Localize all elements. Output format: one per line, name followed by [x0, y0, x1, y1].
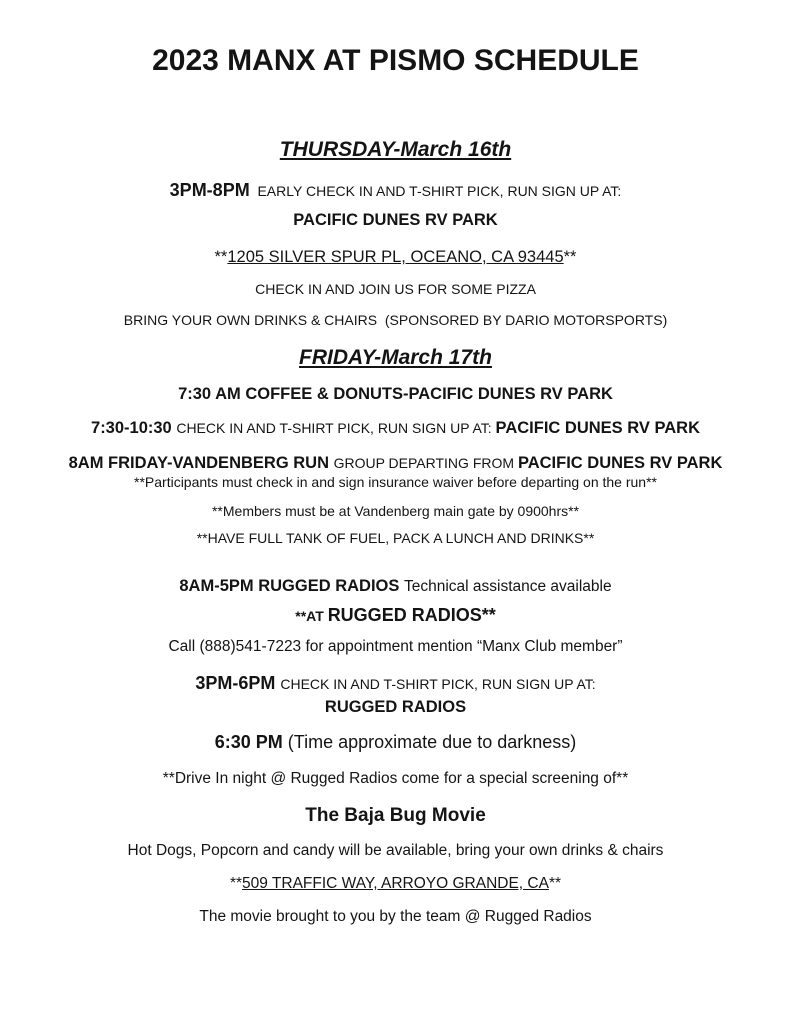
line-early-checkin [40, 180, 751, 202]
line-address-arroyo-grande [40, 875, 751, 893]
event-text: CHECK IN AND T-SHIRT PICK, RUN SIGN UP AT: [176, 420, 496, 437]
asterisks: ** [229, 874, 243, 892]
address-text: 509 TRAFFIC WAY, ARROYO GRANDE, CA [242, 874, 549, 892]
line-gate-time-note: **Members must be at Vandenberg main gate by 0900hrs** [211, 502, 580, 519]
day-heading-friday: FRIDAY-March 17th [299, 345, 492, 369]
time-label: 3PM-8PM [169, 180, 250, 200]
line-drive-in-night: **Drive In night @ Rugged Radios come for a special screening of** [162, 769, 629, 787]
event-text: (Time approximate due to darkness) [287, 731, 577, 752]
asterisks: ** [548, 874, 562, 892]
line-coffee-donuts: 7:30 AM COFFEE & DONUTS-PACIFIC DUNES RV PARK [178, 384, 613, 403]
day-heading-thursday: THURSDAY-March 16th [279, 138, 512, 161]
venue-name: PACIFIC DUNES RV PARK [293, 210, 498, 229]
line-pizza: CHECK IN AND JOIN US FOR SOME PIZZA [255, 280, 536, 297]
line-checkin-afternoon [40, 673, 751, 695]
line-fuel-note: **HAVE FULL TANK OF FUEL, PACK A LUNCH AND DRINKS** [196, 530, 595, 547]
section-thursday [40, 138, 751, 329]
time-label: 8AM-5PM RUGGED RADIOS [179, 576, 404, 595]
event-text: Technical assistance available [403, 577, 612, 595]
line-vandenberg-run [40, 454, 751, 474]
event-text: **AT [295, 608, 328, 625]
movie-title: The Baja Bug Movie [305, 805, 486, 827]
line-evening-time [40, 732, 751, 754]
time-label: 8AM FRIDAY-VANDENBERG RUN [68, 454, 334, 473]
line-call-appointment: Call (888)541-7223 for appointment mention “Manx Club member” [168, 638, 623, 656]
event-text: CHECK IN AND T-SHIRT PICK, RUN SIGN UP AT: [280, 675, 596, 692]
line-waiver-note: **Participants must check in and sign insurance waiver before departing on the run** [134, 474, 657, 491]
document-title: 2023 MANX AT PISMO SCHEDULE [152, 44, 639, 77]
line-at-rugged-radios [40, 605, 751, 627]
line-movie-credit: The movie brought to you by the team @ Rugged Radios [199, 908, 592, 926]
asterisks: ** [563, 248, 577, 267]
line-rugged-tech [40, 577, 751, 597]
line-snacks: Hot Dogs, Popcorn and candy will be available, bring your own drinks & chairs [127, 841, 664, 859]
event-text: EARLY CHECK IN AND T-SHIRT PICK, RUN SIGN UP AT: [249, 183, 622, 199]
line-checkin-morning [40, 419, 751, 439]
time-label: 6:30 PM [214, 731, 288, 752]
venue-name: RUGGED RADIOS** [327, 605, 496, 626]
event-text: GROUP DEPARTING FROM [333, 455, 518, 472]
address-text: 1205 SILVER SPUR PL, OCEANO, CA 93445 [227, 248, 564, 267]
line-address-oceano [40, 248, 751, 267]
venue-name: PACIFIC DUNES RV PARK [517, 454, 723, 473]
venue-name: PACIFIC DUNES RV PARK [495, 419, 700, 438]
line-byo-drinks: BRING YOUR OWN DRINKS & CHAIRS (SPONSORED BY DARIO MOTORSPORTS) [123, 312, 668, 329]
time-label: 7:30-10:30 [91, 419, 177, 438]
section-friday [40, 346, 751, 927]
asterisks: ** [214, 248, 228, 267]
venue-name: RUGGED RADIOS [324, 697, 467, 716]
time-label: 3PM-6PM [195, 672, 281, 693]
